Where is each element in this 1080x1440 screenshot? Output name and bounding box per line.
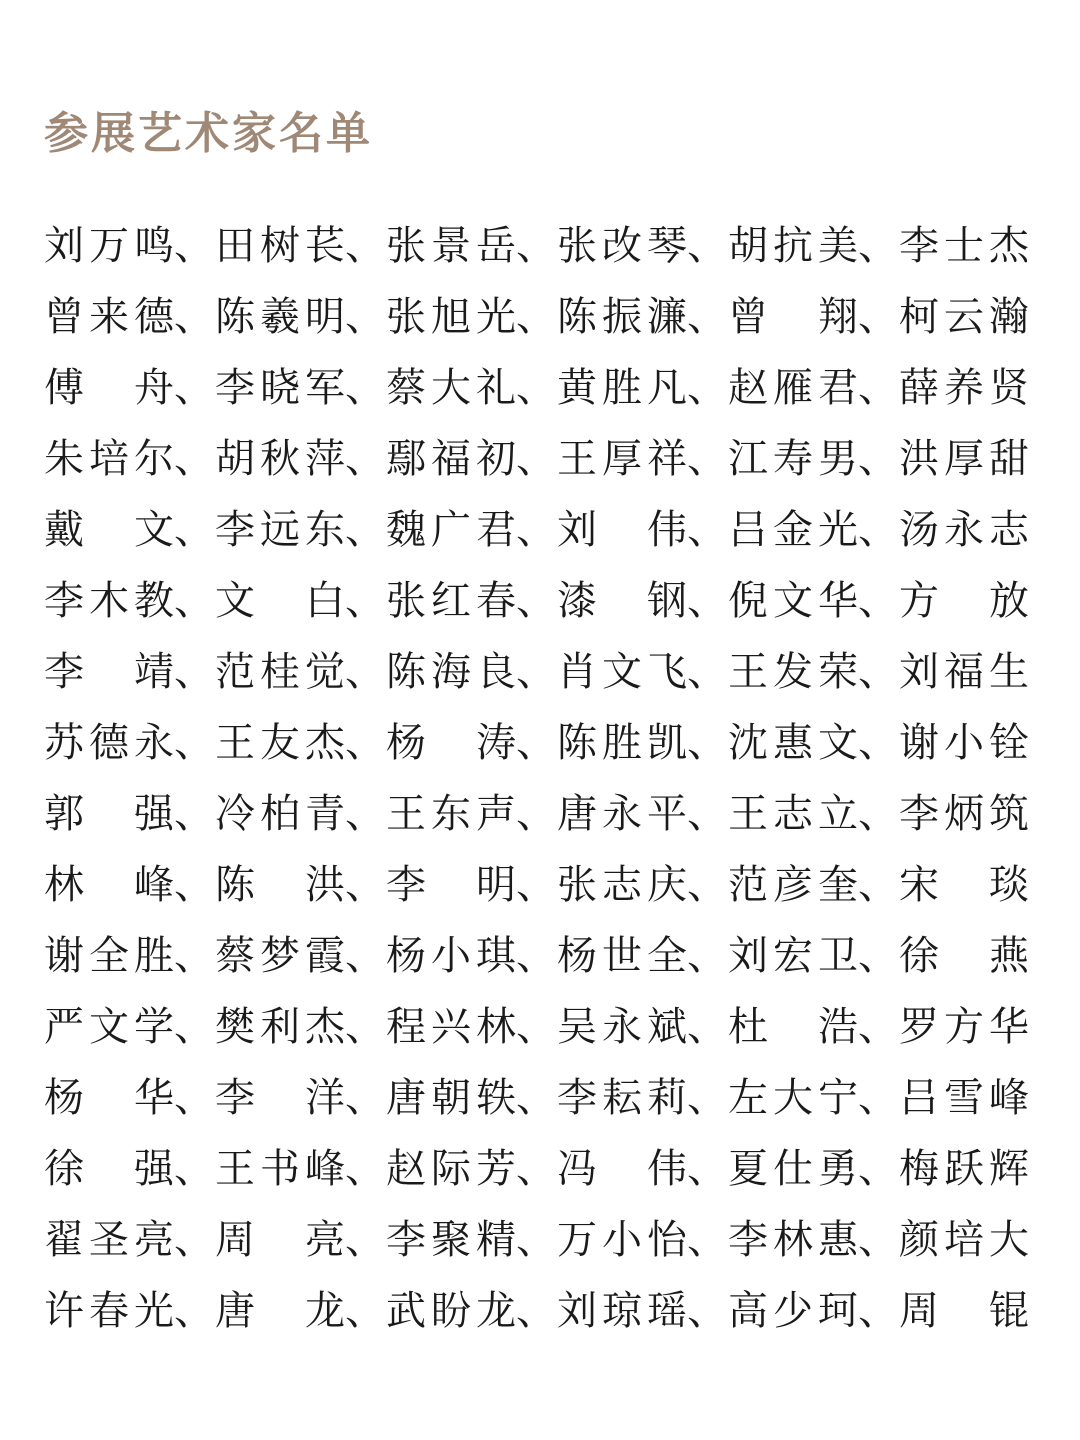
artist-entry — [557, 565, 728, 636]
artist-name: 胡 秋 萍 — [215, 435, 345, 482]
artist-name: 唐 永 平 — [557, 790, 687, 837]
artist-name: 严 文 学 — [44, 1003, 174, 1050]
name-separator: 、 — [516, 364, 556, 411]
artist-entry — [899, 565, 1029, 636]
artist-name: 翟 圣 亮 — [44, 1216, 174, 1263]
artist-entry — [386, 991, 557, 1062]
artist-name: 肖 文 飞 — [557, 648, 687, 695]
name-separator: 、 — [516, 719, 556, 766]
artist-name: 周 锟 — [899, 1287, 1029, 1334]
artist-entry — [728, 707, 899, 778]
artist-entry — [728, 565, 899, 636]
artist-name: 黄 胜 凡 — [557, 364, 687, 411]
artist-name: 杨 世 全 — [557, 932, 687, 979]
artist-entry — [215, 1062, 386, 1133]
artist-entry — [44, 1204, 215, 1275]
artist-name: 吕 金 光 — [728, 506, 858, 553]
artist-name: 朱 培 尔 — [44, 435, 174, 482]
name-separator: 、 — [858, 790, 898, 837]
artist-entry — [557, 494, 728, 565]
name-row — [44, 1062, 1034, 1133]
artist-name: 张 志 庆 — [557, 861, 687, 908]
artist-entry — [728, 849, 899, 920]
artist-name: 张 旭 光 — [386, 293, 516, 340]
name-separator: 、 — [516, 1287, 556, 1334]
artist-name: 漆 钢 — [557, 577, 687, 624]
name-separator: 、 — [174, 648, 214, 695]
artist-name: 田 树 苌 — [215, 222, 345, 269]
name-separator: 、 — [858, 648, 898, 695]
name-separator: 、 — [516, 435, 556, 482]
artist-entry — [728, 920, 899, 991]
name-row — [44, 352, 1034, 423]
artist-entry — [899, 778, 1029, 849]
artist-entry — [557, 423, 728, 494]
name-row — [44, 920, 1034, 991]
artist-entry — [557, 1275, 728, 1346]
name-separator: 、 — [687, 293, 727, 340]
artist-entry — [44, 210, 215, 281]
artist-entry — [215, 423, 386, 494]
name-separator: 、 — [687, 790, 727, 837]
artist-entry — [215, 1133, 386, 1204]
artist-entry — [215, 991, 386, 1062]
artist-name: 赵 雁 君 — [728, 364, 858, 411]
artist-name: 李 士 杰 — [899, 222, 1029, 269]
artist-entry — [386, 423, 557, 494]
artist-entry — [557, 352, 728, 423]
artist-entry — [215, 210, 386, 281]
artist-entry — [728, 778, 899, 849]
name-separator: 、 — [858, 435, 898, 482]
artist-name: 薛 养 贤 — [899, 364, 1029, 411]
artist-name: 刘 宏 卫 — [728, 932, 858, 979]
artist-entry — [215, 1204, 386, 1275]
artist-entry — [899, 636, 1029, 707]
artist-name: 李 林 惠 — [728, 1216, 858, 1263]
artist-name: 郭 强 — [44, 790, 174, 837]
artist-entry — [215, 281, 386, 352]
artist-entry — [557, 1204, 728, 1275]
artist-entry — [728, 1133, 899, 1204]
artist-name: 唐 龙 — [215, 1287, 345, 1334]
name-separator: 、 — [345, 790, 385, 837]
artist-name: 程 兴 林 — [386, 1003, 516, 1050]
artist-name: 蔡 大 礼 — [386, 364, 516, 411]
artist-entry — [557, 210, 728, 281]
artist-entry — [728, 1275, 899, 1346]
name-separator: 、 — [345, 719, 385, 766]
artist-name: 曾 来 德 — [44, 293, 174, 340]
artist-entry — [728, 423, 899, 494]
artist-name: 许 春 光 — [44, 1287, 174, 1334]
name-separator: 、 — [345, 1216, 385, 1263]
artist-name: 左 大 宁 — [728, 1074, 858, 1121]
artist-entry — [728, 1204, 899, 1275]
name-separator: 、 — [174, 1287, 214, 1334]
artist-entry — [899, 1062, 1029, 1133]
artist-entry — [728, 991, 899, 1062]
artist-entry — [899, 1204, 1029, 1275]
artist-name: 魏 广 君 — [386, 506, 516, 553]
artist-entry — [215, 707, 386, 778]
artist-name: 王 志 立 — [728, 790, 858, 837]
artist-name: 王 厚 祥 — [557, 435, 687, 482]
artist-name: 杨 涛 — [386, 719, 516, 766]
artist-name: 沈 惠 文 — [728, 719, 858, 766]
artist-name: 冯 伟 — [557, 1145, 687, 1192]
name-separator: 、 — [174, 364, 214, 411]
artist-entry — [899, 1275, 1029, 1346]
artist-name: 范 桂 觉 — [215, 648, 345, 695]
artist-name: 柯 云 瀚 — [899, 293, 1029, 340]
artist-name: 唐 朝 轶 — [386, 1074, 516, 1121]
artist-entry — [899, 210, 1029, 281]
name-separator: 、 — [174, 435, 214, 482]
name-separator: 、 — [687, 1216, 727, 1263]
artist-entry — [557, 778, 728, 849]
artist-entry — [557, 636, 728, 707]
artist-name: 文 白 — [215, 577, 345, 624]
artist-entry — [386, 565, 557, 636]
artist-name: 刘 万 鸣 — [44, 222, 174, 269]
artist-entry — [899, 352, 1029, 423]
artist-entry — [44, 352, 215, 423]
artist-entry — [557, 1062, 728, 1133]
name-separator: 、 — [687, 1074, 727, 1121]
artist-name: 谢 小 铨 — [899, 719, 1029, 766]
name-separator: 、 — [687, 719, 727, 766]
name-separator: 、 — [687, 577, 727, 624]
artist-entry — [899, 849, 1029, 920]
name-separator: 、 — [516, 1216, 556, 1263]
artist-entry — [386, 920, 557, 991]
artist-name: 刘 伟 — [557, 506, 687, 553]
artist-entry — [899, 991, 1029, 1062]
artist-name: 徐 强 — [44, 1145, 174, 1192]
artist-name: 陈 洪 — [215, 861, 345, 908]
artist-entry — [386, 707, 557, 778]
artist-name: 洪 厚 甜 — [899, 435, 1029, 482]
page-title: 参展艺术家名单 — [44, 108, 373, 159]
artist-name: 吴 永 斌 — [557, 1003, 687, 1050]
artist-entry — [386, 1133, 557, 1204]
artist-name: 戴 文 — [44, 506, 174, 553]
name-separator: 、 — [858, 293, 898, 340]
name-separator: 、 — [516, 932, 556, 979]
name-separator: 、 — [687, 1003, 727, 1050]
name-separator: 、 — [858, 1003, 898, 1050]
artist-entry — [557, 849, 728, 920]
name-separator: 、 — [174, 790, 214, 837]
artist-name: 苏 德 永 — [44, 719, 174, 766]
name-separator: 、 — [687, 932, 727, 979]
artist-name: 樊 利 杰 — [215, 1003, 345, 1050]
artist-name: 谢 全 胜 — [44, 932, 174, 979]
artist-name: 周 亮 — [215, 1216, 345, 1263]
artist-entry — [44, 281, 215, 352]
name-separator: 、 — [516, 790, 556, 837]
artist-entry — [44, 1133, 215, 1204]
artist-entry — [386, 210, 557, 281]
name-row — [44, 494, 1034, 565]
artist-name: 王 发 荣 — [728, 648, 858, 695]
artist-entry — [386, 281, 557, 352]
artist-entry — [215, 494, 386, 565]
artist-name: 赵 际 芳 — [386, 1145, 516, 1192]
artist-name: 李 明 — [386, 861, 516, 908]
name-separator: 、 — [858, 506, 898, 553]
artist-entry — [215, 352, 386, 423]
name-separator: 、 — [858, 1216, 898, 1263]
name-separator: 、 — [174, 861, 214, 908]
name-separator: 、 — [687, 1145, 727, 1192]
name-separator: 、 — [687, 506, 727, 553]
name-separator: 、 — [345, 222, 385, 269]
name-row — [44, 281, 1034, 352]
artist-entry — [386, 1062, 557, 1133]
artist-entry — [386, 1204, 557, 1275]
artist-name: 李 远 东 — [215, 506, 345, 553]
artist-entry — [386, 636, 557, 707]
artist-name: 汤 永 志 — [899, 506, 1029, 553]
name-row — [44, 636, 1034, 707]
artist-name: 颜 培 大 — [899, 1216, 1029, 1263]
artist-entry — [899, 920, 1029, 991]
artist-name: 徐 燕 — [899, 932, 1029, 979]
artist-entry — [557, 920, 728, 991]
name-separator: 、 — [687, 1287, 727, 1334]
name-separator: 、 — [174, 577, 214, 624]
name-separator: 、 — [858, 577, 898, 624]
artist-name: 冷 柏 青 — [215, 790, 345, 837]
artist-entry — [728, 352, 899, 423]
name-row — [44, 1204, 1034, 1275]
artist-entry — [44, 494, 215, 565]
artist-entry — [728, 494, 899, 565]
artist-entry — [728, 1062, 899, 1133]
name-row — [44, 849, 1034, 920]
artist-name: 倪 文 华 — [728, 577, 858, 624]
artist-name: 江 寿 男 — [728, 435, 858, 482]
artist-name: 范 彦 奎 — [728, 861, 858, 908]
artist-entry — [215, 849, 386, 920]
artist-name: 李 炳 筑 — [899, 790, 1029, 837]
artist-entry — [44, 991, 215, 1062]
name-separator: 、 — [345, 861, 385, 908]
artist-name: 刘 琼 瑶 — [557, 1287, 687, 1334]
name-separator: 、 — [858, 719, 898, 766]
name-separator: 、 — [345, 648, 385, 695]
artist-entry — [44, 636, 215, 707]
artist-entry — [44, 423, 215, 494]
artist-entry — [215, 920, 386, 991]
artist-name: 蔡 梦 霞 — [215, 932, 345, 979]
name-separator: 、 — [174, 293, 214, 340]
name-separator: 、 — [345, 435, 385, 482]
name-separator: 、 — [516, 1003, 556, 1050]
artist-name: 刘 福 生 — [899, 648, 1029, 695]
artist-name: 吕 雪 峰 — [899, 1074, 1029, 1121]
artist-name: 杨 华 — [44, 1074, 174, 1121]
artist-entry — [44, 707, 215, 778]
artist-name: 高 少 珂 — [728, 1287, 858, 1334]
artist-name: 夏 仕 勇 — [728, 1145, 858, 1192]
name-separator: 、 — [345, 1003, 385, 1050]
artist-entry — [44, 1062, 215, 1133]
name-separator: 、 — [174, 1216, 214, 1263]
artist-name: 王 友 杰 — [215, 719, 345, 766]
artist-entry — [44, 849, 215, 920]
artist-name: 陈 海 良 — [386, 648, 516, 695]
artist-name-list — [44, 210, 1034, 1346]
artist-entry — [215, 565, 386, 636]
name-separator: 、 — [858, 861, 898, 908]
name-separator: 、 — [174, 222, 214, 269]
artist-name: 杜 浩 — [728, 1003, 858, 1050]
name-separator: 、 — [858, 222, 898, 269]
artist-name: 鄢 福 初 — [386, 435, 516, 482]
artist-entry — [557, 707, 728, 778]
artist-name: 罗 方 华 — [899, 1003, 1029, 1050]
name-separator: 、 — [516, 293, 556, 340]
name-row — [44, 1275, 1034, 1346]
artist-name: 傅 舟 — [44, 364, 174, 411]
artist-entry — [215, 778, 386, 849]
name-separator: 、 — [174, 506, 214, 553]
artist-entry — [44, 565, 215, 636]
name-separator: 、 — [516, 577, 556, 624]
name-separator: 、 — [858, 364, 898, 411]
artist-name: 李 木 教 — [44, 577, 174, 624]
name-separator: 、 — [687, 435, 727, 482]
artist-entry — [899, 1133, 1029, 1204]
artist-entry — [215, 1275, 386, 1346]
name-separator: 、 — [516, 648, 556, 695]
name-separator: 、 — [174, 1074, 214, 1121]
name-separator: 、 — [345, 932, 385, 979]
artist-entry — [899, 494, 1029, 565]
artist-name: 李 耘 莉 — [557, 1074, 687, 1121]
artist-name: 杨 小 琪 — [386, 932, 516, 979]
artist-entry — [728, 210, 899, 281]
name-separator: 、 — [345, 577, 385, 624]
name-separator: 、 — [345, 1145, 385, 1192]
name-row — [44, 565, 1034, 636]
artist-name: 王 书 峰 — [215, 1145, 345, 1192]
artist-name: 李 聚 精 — [386, 1216, 516, 1263]
name-separator: 、 — [174, 1145, 214, 1192]
name-separator: 、 — [345, 1287, 385, 1334]
artist-entry — [215, 636, 386, 707]
artist-entry — [386, 778, 557, 849]
artist-name: 曾 翔 — [728, 293, 858, 340]
artist-entry — [899, 281, 1029, 352]
name-separator: 、 — [516, 1145, 556, 1192]
artist-entry — [386, 352, 557, 423]
name-separator: 、 — [516, 861, 556, 908]
artist-name: 武 盼 龙 — [386, 1287, 516, 1334]
artist-entry — [899, 707, 1029, 778]
artist-name: 陈 羲 明 — [215, 293, 345, 340]
name-separator: 、 — [345, 1074, 385, 1121]
artist-name: 林 峰 — [44, 861, 174, 908]
artist-name: 万 小 怡 — [557, 1216, 687, 1263]
name-separator: 、 — [858, 1145, 898, 1192]
name-separator: 、 — [516, 222, 556, 269]
name-row — [44, 1133, 1034, 1204]
artist-name: 张 红 春 — [386, 577, 516, 624]
name-separator: 、 — [858, 1287, 898, 1334]
name-separator: 、 — [174, 719, 214, 766]
artist-name: 王 东 声 — [386, 790, 516, 837]
name-separator: 、 — [345, 364, 385, 411]
artist-entry — [44, 1275, 215, 1346]
name-row — [44, 707, 1034, 778]
name-row — [44, 423, 1034, 494]
artist-name: 宋 琰 — [899, 861, 1029, 908]
name-row — [44, 991, 1034, 1062]
artist-entry — [728, 281, 899, 352]
artist-entry — [557, 1133, 728, 1204]
artist-entry — [44, 920, 215, 991]
artist-name: 李 洋 — [215, 1074, 345, 1121]
artist-entry — [557, 281, 728, 352]
name-separator: 、 — [345, 506, 385, 553]
name-separator: 、 — [516, 1074, 556, 1121]
artist-name: 李 靖 — [44, 648, 174, 695]
artist-name: 陈 振 濂 — [557, 293, 687, 340]
name-separator: 、 — [345, 293, 385, 340]
artist-name: 张 改 琴 — [557, 222, 687, 269]
artist-entry — [386, 494, 557, 565]
artist-name: 张 景 岳 — [386, 222, 516, 269]
name-separator: 、 — [174, 932, 214, 979]
artist-name: 方 放 — [899, 577, 1029, 624]
name-separator: 、 — [858, 1074, 898, 1121]
name-separator: 、 — [174, 1003, 214, 1050]
name-separator: 、 — [858, 932, 898, 979]
name-separator: 、 — [516, 506, 556, 553]
artist-entry — [557, 991, 728, 1062]
name-separator: 、 — [687, 648, 727, 695]
name-separator: 、 — [687, 364, 727, 411]
artist-name: 陈 胜 凯 — [557, 719, 687, 766]
artist-entry — [728, 636, 899, 707]
artist-entry — [386, 1275, 557, 1346]
name-row — [44, 778, 1034, 849]
artist-entry — [44, 778, 215, 849]
name-separator: 、 — [687, 222, 727, 269]
name-row — [44, 210, 1034, 281]
artist-entry — [899, 423, 1029, 494]
artist-entry — [386, 849, 557, 920]
name-separator: 、 — [687, 861, 727, 908]
artist-name: 李 晓 军 — [215, 364, 345, 411]
artist-name: 梅 跃 辉 — [899, 1145, 1029, 1192]
artist-name: 胡 抗 美 — [728, 222, 858, 269]
